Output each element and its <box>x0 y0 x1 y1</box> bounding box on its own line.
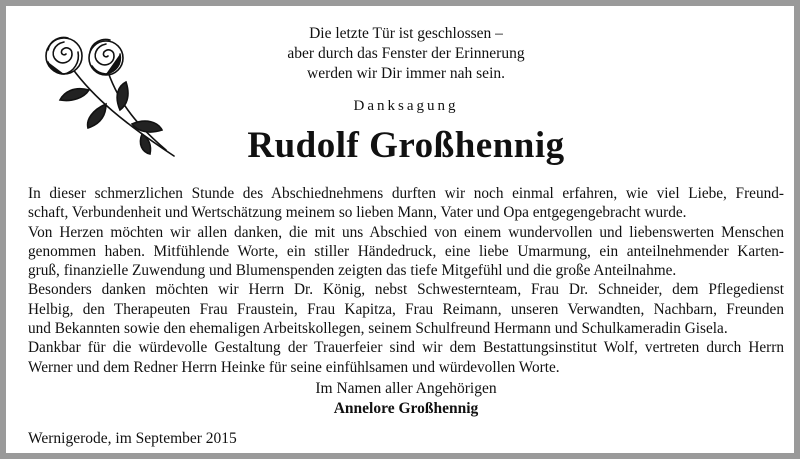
text-line: Dankbar für die würdevolle Gestaltung der Trauerfeier sind wir dem Bestattungsinstitut Wolf, vertreten durch Herrn <box>28 339 784 357</box>
text-line: genommen haben. Mitfühlende Worte, ein stiller Händedruck, eine liebe Umarmung, ein anteilnehmender Karten- <box>28 242 784 260</box>
text-line: Besonders danken möchten wir Herrn Dr. König, nebst Schwesternteam, Frau Dr. Schneider, dem Pflegedienst <box>28 281 784 299</box>
signer-name: Annelore Großhennig <box>333 400 479 417</box>
poem-line: Die letzte Tür ist geschlossen – <box>309 25 503 42</box>
heading-danksagung: Danksagung <box>353 98 459 114</box>
poem-line: aber durch das Fenster der Erinnerung <box>287 45 525 62</box>
thanks-text <box>28 184 784 377</box>
signoff-intro: Im Namen aller Angehörigen <box>315 380 497 397</box>
text-line: Von Herzen möchten wir allen danken, die mit uns Abschied von einem wundervollen und liebenswerten Menschen <box>28 223 784 241</box>
deceased-name: Rudolf Großhennig <box>247 125 565 166</box>
text-line: gruß, finanzielle Zuwendung und Blumenspenden zeigten das tiefe Mitgefühl und die große Anteilnahme. <box>28 262 677 280</box>
memorial-poem <box>206 24 606 84</box>
place-date: Wernigerode, im September 2015 <box>28 430 237 447</box>
text-line: In dieser schmerzlichen Stunde des Abschiednehmens durften wir noch einmal erfahren, wie viel Liebe, Freund- <box>28 185 784 202</box>
text-line: Helbig, den Therapeuten Frau Fraustein, Frau Kapitza, Frau Reimann, unseren Verwandten, Nachbarn, Freunden <box>28 300 784 318</box>
signoff <box>206 379 606 419</box>
poem-line: werden wir Dir immer nah sein. <box>307 65 505 82</box>
text-line: Werner und dem Redner Herrn Heinke für seine einfühlsamen und würdevollen Worte. <box>28 358 560 376</box>
text-line: und Bekannten sowie den ehemaligen Arbeitskollegen, seinem Schulfreund Hermann und Schulkameradin Gisela. <box>28 320 728 338</box>
text-line: schaft, Verbundenheit und Wertschätzung meinem so lieben Mann, Vater und Opa entgegengebracht wurde. <box>28 204 687 222</box>
